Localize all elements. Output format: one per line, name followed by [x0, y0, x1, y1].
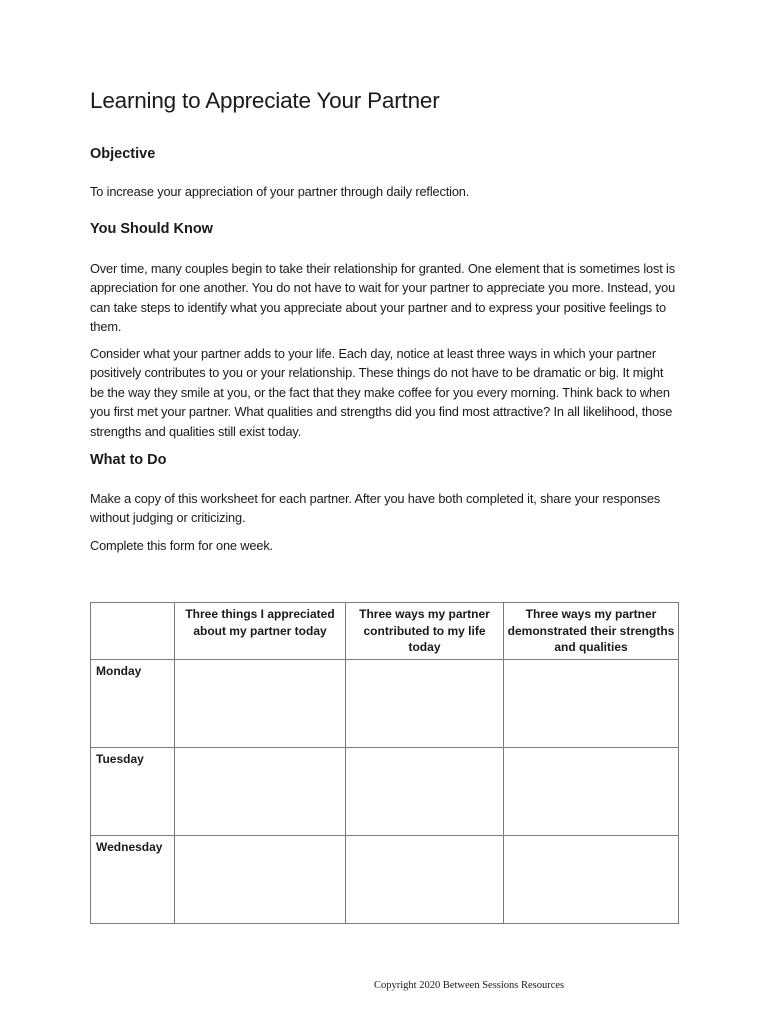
entry-cell[interactable] [346, 660, 504, 748]
entry-cell[interactable] [175, 836, 346, 924]
entry-cell[interactable] [175, 748, 346, 836]
header-contributed: Three ways my partner contributed to my life today [346, 603, 504, 660]
day-label-wednesday: Wednesday [91, 836, 175, 924]
entry-cell[interactable] [504, 748, 679, 836]
entry-cell[interactable] [175, 660, 346, 748]
day-label-tuesday: Tuesday [91, 748, 175, 836]
header-blank [91, 603, 175, 660]
copyright-footer: Copyright 2020 Between Sessions Resources [374, 980, 565, 991]
table-row [91, 748, 679, 836]
table-row [91, 660, 679, 748]
header-strengths: Three ways my partner demonstrated their strengths and qualities [504, 603, 679, 660]
page-title: Learning to Appreciate Your Partner [90, 88, 440, 113]
objective-text: To increase your appreciation of your partner through daily reflection. [90, 184, 470, 199]
should-know-heading: You Should Know [90, 221, 213, 237]
what-to-do-paragraph-2: Complete this form for one week. [90, 538, 273, 553]
should-know-paragraph-2: Consider what your partner adds to your life. Each day, notice at least three ways in which your partner positively contributes to you or your relationship. These things do not have to be dramatic or big. It might be the way they smile at you, or the fact that they make coffee for you every morning. Think back to when you first met your partner. What qualities and strengths did you find most attractive? In all likelihood, those strengths and qualities still exist today. [90, 346, 673, 439]
entry-cell[interactable] [346, 836, 504, 924]
entry-cell[interactable] [504, 660, 679, 748]
should-know-paragraph-1: Over time, many couples begin to take their relationship for granted. One element that is sometimes lost is appreciation for one another. You do not have to wait for your partner to appreciate you more. Instead, you can take steps to identify what you appreciate about your partner and to express your positive feelings to them. [90, 261, 676, 335]
table-header-row [91, 603, 679, 660]
objective-heading: Objective [90, 146, 156, 162]
table-row [91, 836, 679, 924]
entry-cell[interactable] [346, 748, 504, 836]
day-label-monday: Monday [91, 660, 175, 748]
entry-cell[interactable] [504, 836, 679, 924]
what-to-do-heading: What to Do [90, 452, 167, 468]
header-appreciated: Three things I appreciated about my partner today [175, 603, 346, 660]
weekly-form-table [90, 602, 679, 924]
what-to-do-paragraph-1: Make a copy of this worksheet for each partner. After you have both completed it, share your responses without judging or criticizing. [90, 491, 661, 526]
